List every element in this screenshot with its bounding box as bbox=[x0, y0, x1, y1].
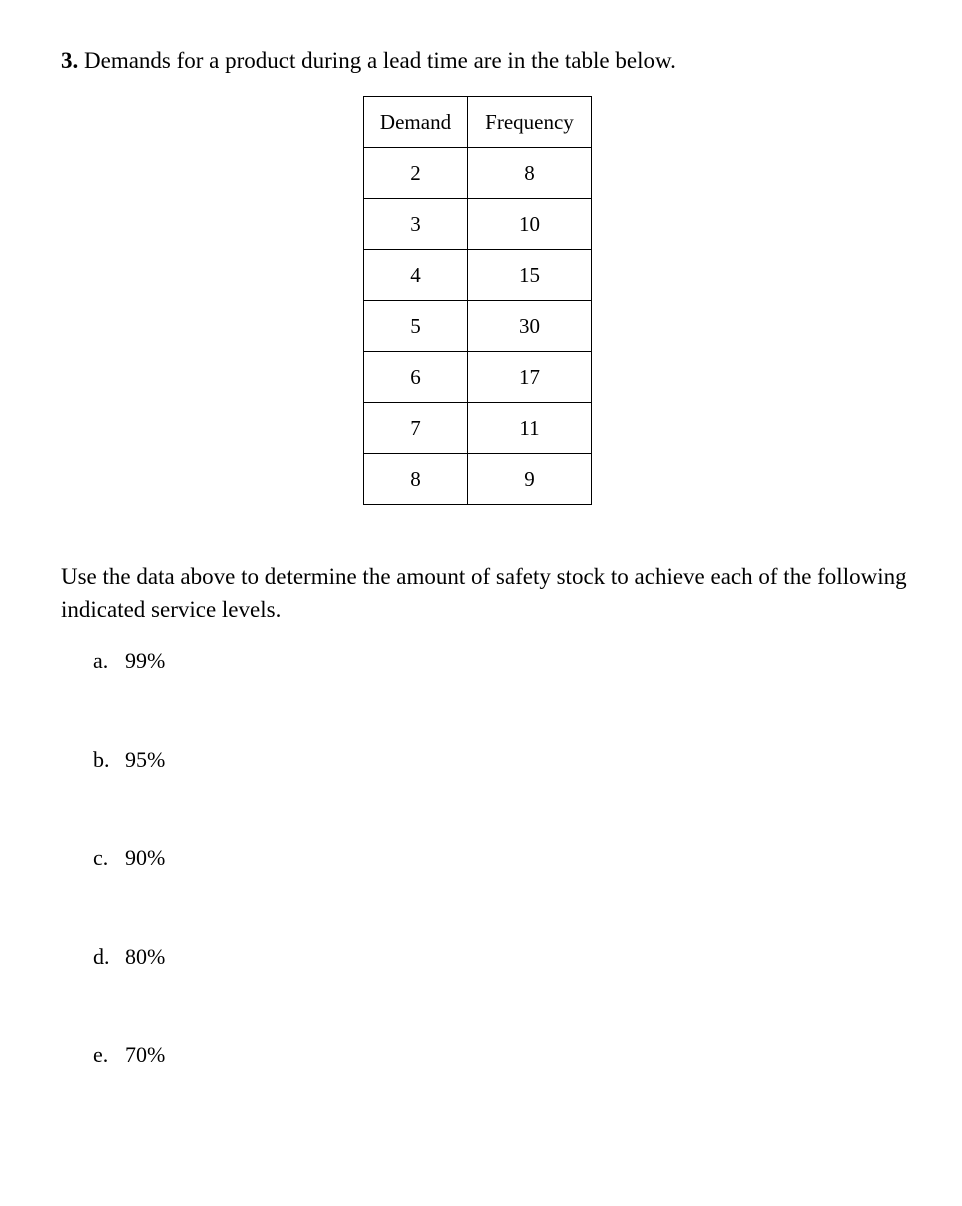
instructions-text: Use the data above to determine the amount of safety stock to achieve each of the following indicated service levels. bbox=[61, 564, 907, 622]
option-value: 95% bbox=[125, 746, 166, 772]
question-number: 3. bbox=[61, 48, 79, 73]
demand-cell: 4 bbox=[364, 250, 468, 301]
question-text: Demands for a product during a lead time are in the table below. bbox=[84, 48, 676, 73]
option-value: 80% bbox=[125, 943, 166, 969]
option-value: 70% bbox=[125, 1042, 166, 1067]
option-letter: c. bbox=[93, 845, 109, 870]
option-letter: d. bbox=[93, 943, 110, 969]
frequency-cell: 11 bbox=[468, 403, 592, 454]
table-row bbox=[364, 403, 592, 454]
table-row bbox=[364, 301, 592, 352]
demand-frequency-table bbox=[363, 96, 592, 505]
demand-cell: 3 bbox=[364, 199, 468, 250]
frequency-cell: 8 bbox=[468, 148, 592, 199]
header-frequency: Frequency bbox=[468, 97, 592, 148]
option-value: 99% bbox=[125, 648, 166, 673]
option-letter: a. bbox=[93, 648, 109, 673]
demand-cell: 6 bbox=[364, 352, 468, 403]
frequency-cell: 17 bbox=[468, 352, 592, 403]
table-row bbox=[364, 199, 592, 250]
table-row bbox=[364, 352, 592, 403]
demand-cell: 8 bbox=[364, 454, 468, 505]
list-item bbox=[93, 1038, 165, 1137]
table-header-row bbox=[364, 97, 592, 148]
demand-cell: 7 bbox=[364, 403, 468, 454]
frequency-cell: 30 bbox=[468, 301, 592, 352]
table-row bbox=[364, 250, 592, 301]
question-title bbox=[61, 44, 676, 78]
header-demand: Demand bbox=[364, 97, 468, 148]
table-row bbox=[364, 148, 592, 199]
list-item bbox=[93, 841, 165, 940]
list-item bbox=[93, 743, 165, 842]
option-letter: e. bbox=[93, 1042, 109, 1067]
frequency-cell: 9 bbox=[468, 454, 592, 505]
list-item bbox=[93, 644, 165, 743]
demand-cell: 2 bbox=[364, 148, 468, 199]
option-value: 90% bbox=[125, 845, 166, 870]
demand-cell: 5 bbox=[364, 301, 468, 352]
frequency-cell: 15 bbox=[468, 250, 592, 301]
frequency-cell: 10 bbox=[468, 199, 592, 250]
table-row bbox=[364, 454, 592, 505]
service-level-options bbox=[93, 644, 165, 1137]
list-item bbox=[93, 940, 165, 1039]
option-letter: b. bbox=[93, 746, 110, 772]
